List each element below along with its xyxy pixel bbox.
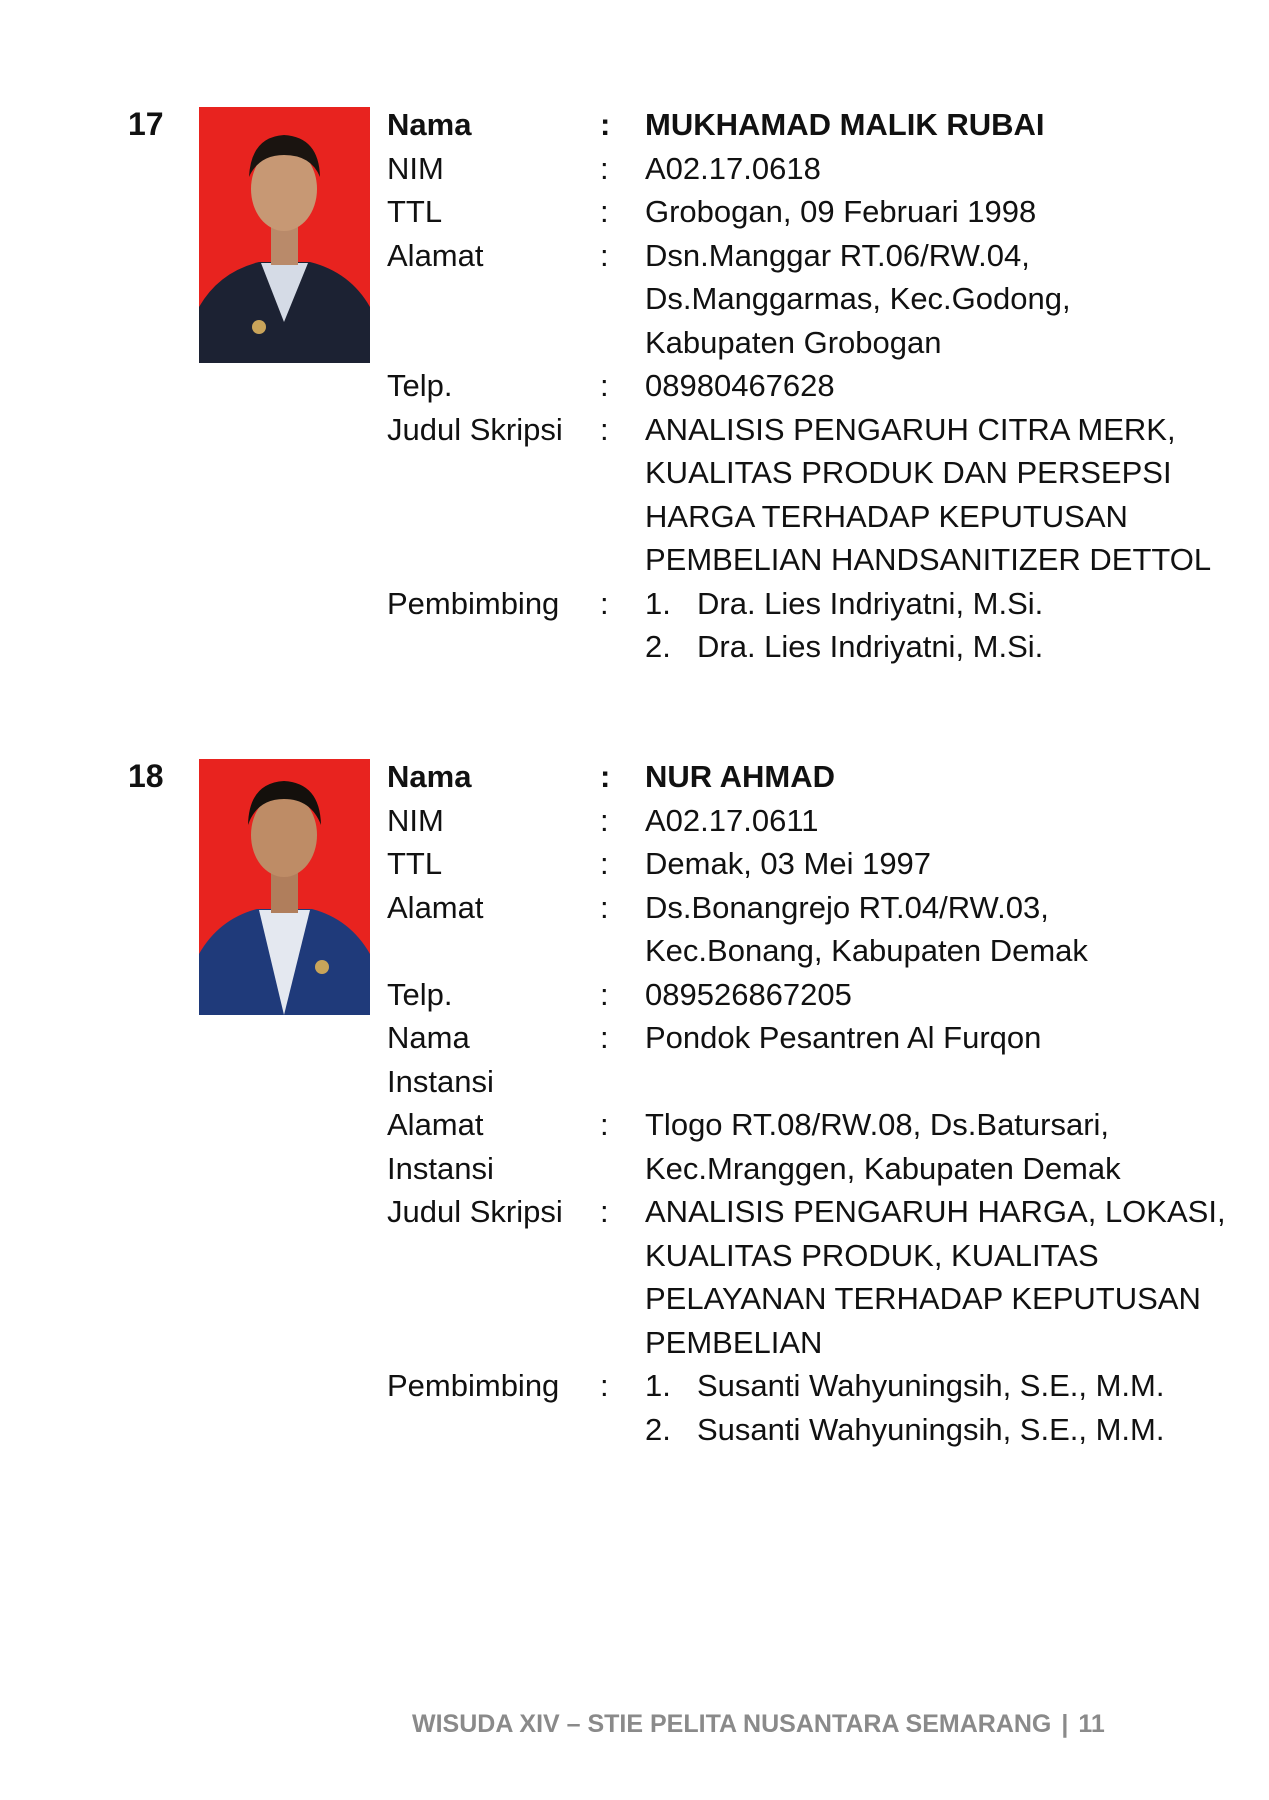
colon: : (600, 802, 609, 838)
graduate-details (387, 755, 1247, 1451)
colon: : (600, 107, 611, 142)
pembimbing-number: 1. (645, 1368, 671, 1403)
label-alamat-instansi (387, 1103, 597, 1190)
alamat-instansi-line: Kec.Mranggen, Kabupaten Demak (645, 1150, 1121, 1186)
graduate-photo (199, 759, 370, 1015)
judul-line: KUALITAS PRODUK, KUALITAS (645, 1237, 1099, 1273)
label-nim: NIM (387, 150, 444, 186)
colon: : (600, 976, 609, 1012)
graduate-photo (199, 107, 370, 363)
row-nama (387, 755, 1247, 799)
label-nama: Nama (387, 107, 472, 142)
pembimbing-item (645, 625, 1247, 669)
value-nim: A02.17.0611 (645, 802, 819, 838)
row-ttl (387, 190, 1247, 234)
colon: : (600, 150, 609, 186)
alamat-line: Kabupaten Grobogan (645, 324, 942, 360)
value-telp: 08980467628 (645, 368, 835, 403)
pembimbing-name: Susanti Wahyuningsih, S.E., M.M. (697, 1368, 1165, 1403)
label-ttl: TTL (387, 194, 443, 229)
pembimbing-number: 2. (645, 629, 671, 664)
row-judul-skripsi (387, 1190, 1247, 1364)
alamat-line: Dsn.Manggar RT.06/RW.04, (645, 237, 1030, 273)
judul-line: PEMBELIAN (645, 1324, 823, 1360)
judul-line: PELAYANAN TERHADAP KEPUTUSAN (645, 1281, 1201, 1316)
label-line: Instansi (387, 1150, 494, 1186)
row-nim (387, 799, 1247, 843)
label-nama-instansi (387, 1016, 597, 1103)
value-ttl: Demak, 03 Mei 1997 (645, 846, 932, 881)
page-footer (412, 1710, 1105, 1739)
label-alamat: Alamat (387, 237, 484, 273)
value-pembimbing (645, 1364, 1247, 1451)
label-judul-skripsi: Judul Skripsi (387, 1194, 563, 1229)
label-nama: Nama (387, 759, 472, 794)
pembimbing-name: Dra. Lies Indriyatni, M.Si. (697, 585, 1044, 621)
value-nama-instansi: Pondok Pesantren Al Furqon (645, 1020, 1042, 1055)
alamat-line: Kec.Bonang, Kabupaten Demak (645, 933, 1088, 968)
colon: : (600, 1107, 609, 1142)
value-judul-skripsi (645, 408, 1247, 582)
portrait-image (199, 107, 370, 363)
colon: : (600, 368, 609, 403)
row-alamat-instansi (387, 1103, 1247, 1190)
value-ttl: Grobogan, 09 Februari 1998 (645, 194, 1037, 229)
label-pembimbing: Pembimbing (387, 1368, 560, 1403)
row-nama (387, 103, 1247, 147)
value-alamat (645, 886, 1247, 973)
alamat-instansi-line: Tlogo RT.08/RW.08, Ds.Batursari, (645, 1107, 1110, 1142)
row-alamat (387, 234, 1247, 365)
entry-number: 18 (128, 758, 164, 794)
judul-line: PEMBELIAN HANDSANITIZER DETTOL (645, 542, 1212, 577)
value-nama: NUR AHMAD (645, 759, 835, 794)
judul-line: ANALISIS PENGARUH CITRA MERK, (645, 411, 1176, 447)
colon: : (600, 411, 609, 447)
value-alamat (645, 234, 1247, 365)
label-nim: NIM (387, 802, 444, 838)
label-ttl: TTL (387, 846, 443, 881)
footer-text: WISUDA XIV – STIE PELITA NUSANTARA SEMARANG (412, 1710, 1052, 1738)
colon: : (600, 194, 609, 229)
judul-line: ANALISIS PENGARUH HARGA, LOKASI, (645, 1194, 1226, 1229)
label-line: Alamat (387, 1107, 484, 1142)
label-line: Instansi (387, 1063, 494, 1099)
row-pembimbing (387, 1364, 1247, 1451)
value-pembimbing (645, 582, 1247, 669)
pembimbing-number: 2. (645, 1411, 671, 1447)
label-telp: Telp. (387, 976, 453, 1012)
alamat-line: Ds.Bonangrejo RT.04/RW.03, (645, 889, 1049, 925)
row-alamat (387, 886, 1247, 973)
value-nim: A02.17.0618 (645, 150, 821, 186)
value-judul-skripsi (645, 1190, 1247, 1364)
colon: : (600, 237, 609, 273)
colon: : (600, 889, 609, 925)
label-line: Nama (387, 1020, 470, 1055)
colon: : (600, 1194, 609, 1229)
pembimbing-name: Susanti Wahyuningsih, S.E., M.M. (697, 1411, 1165, 1447)
value-nama: MUKHAMAD MALIK RUBAI (645, 107, 1045, 142)
label-telp: Telp. (387, 368, 453, 403)
alamat-line: Ds.Manggarmas, Kec.Godong, (645, 281, 1071, 316)
colon: : (600, 1368, 609, 1403)
row-telp (387, 973, 1247, 1017)
pembimbing-item (645, 1408, 1247, 1452)
label-pembimbing: Pembimbing (387, 585, 560, 621)
pembimbing-item (645, 582, 1247, 626)
colon: : (600, 759, 611, 794)
judul-line: HARGA TERHADAP KEPUTUSAN (645, 498, 1128, 534)
pembimbing-name: Dra. Lies Indriyatni, M.Si. (697, 629, 1044, 664)
label-judul-skripsi: Judul Skripsi (387, 411, 563, 447)
entry-number: 17 (128, 106, 164, 142)
colon: : (600, 585, 609, 621)
row-nama-instansi (387, 1016, 1247, 1103)
page-number: 11 (1078, 1710, 1105, 1738)
judul-line: KUALITAS PRODUK DAN PERSEPSI (645, 455, 1172, 490)
graduate-details (387, 103, 1247, 669)
row-pembimbing (387, 582, 1247, 669)
portrait-image (199, 759, 370, 1015)
label-alamat: Alamat (387, 889, 484, 925)
row-nim (387, 147, 1247, 191)
row-judul-skripsi (387, 408, 1247, 582)
pembimbing-number: 1. (645, 585, 671, 621)
value-alamat-instansi (645, 1103, 1247, 1190)
colon: : (600, 1020, 609, 1055)
row-telp (387, 364, 1247, 408)
footer-separator: | (1061, 1710, 1069, 1738)
pembimbing-item (645, 1364, 1247, 1408)
row-ttl (387, 842, 1247, 886)
colon: : (600, 846, 609, 881)
value-telp: 089526867205 (645, 976, 852, 1012)
